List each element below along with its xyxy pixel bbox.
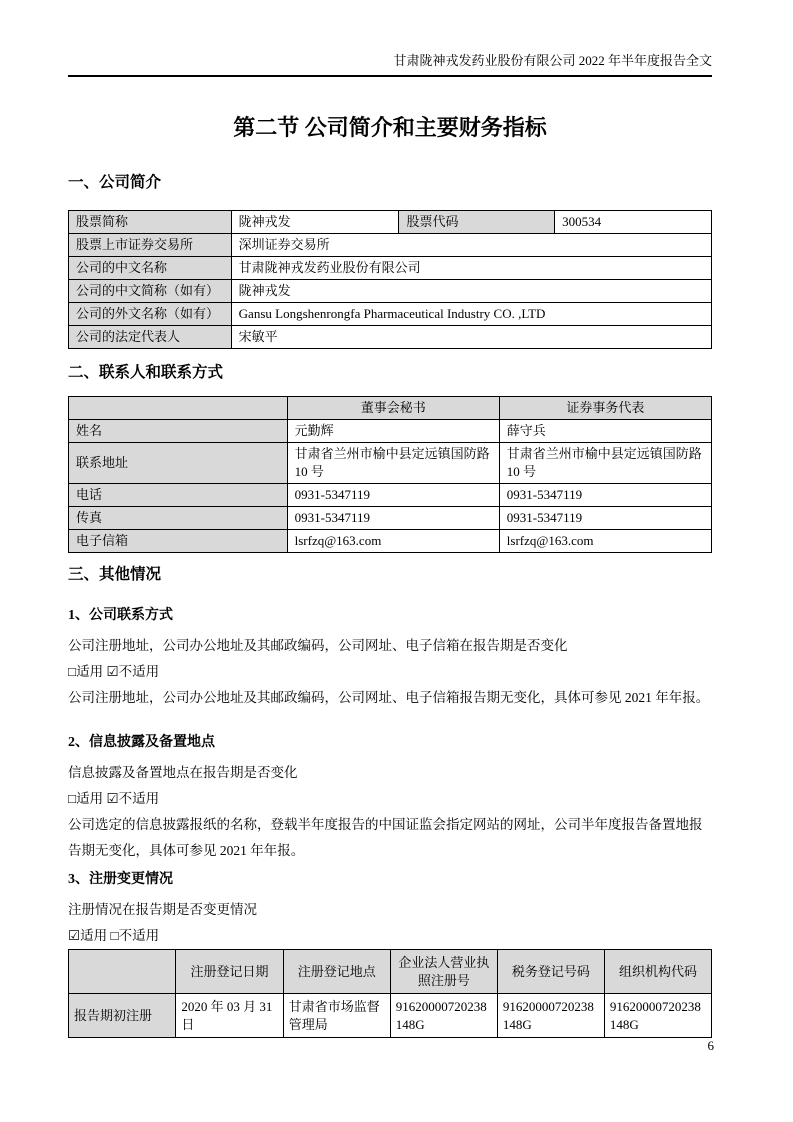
name-value-2: 薛守兵 <box>499 420 711 443</box>
registration-date-value: 2020 年 03 月 31 日 <box>176 994 283 1038</box>
phone-value-1: 0931-5347119 <box>287 484 499 507</box>
business-license-header: 企业法人营业执照注册号 <box>390 950 497 994</box>
document-header-text: 甘肃陇神戎发药业股份有限公司 2022 年半年度报告全文 <box>393 53 712 68</box>
stock-code-value: 300534 <box>555 211 712 234</box>
foreign-name-value: Gansu Longshenrongfa Pharmaceutical Industry CO. ,LTD <box>231 303 711 326</box>
org-code-header: 组织机构代码 <box>604 950 711 994</box>
section-2-heading: 二、联系人和联系方式 <box>68 364 224 381</box>
address-value-2: 甘肃省兰州市榆中县定远镇国防路 10 号 <box>499 443 711 484</box>
disclosure-change-question: 信息披露及备置地点在报告期是否变化 <box>68 765 298 780</box>
email-value-1: lsrfzq@163.com <box>287 530 499 553</box>
fax-value-2: 0931-5347119 <box>499 507 711 530</box>
disclosure-change-checkboxes: □适用 ☑不适用 <box>68 791 160 806</box>
table-row <box>69 257 712 280</box>
table-row <box>69 280 712 303</box>
foreign-name-label: 公司的外文名称（如有） <box>69 303 232 326</box>
contact-change-checkboxes: □适用 ☑不适用 <box>68 664 160 679</box>
table-row <box>69 326 712 349</box>
section-3-heading: 三、其他情况 <box>68 566 162 583</box>
registration-place-value: 甘肃省市场监督管理局 <box>283 994 390 1038</box>
name-label: 姓名 <box>69 420 288 443</box>
address-label: 联系地址 <box>69 443 288 484</box>
table-row <box>69 994 712 1038</box>
subsection-3-3-heading: 3、注册变更情况 <box>68 872 173 887</box>
name-value-1: 元勤辉 <box>287 420 499 443</box>
email-label: 电子信箱 <box>69 530 288 553</box>
chinese-abbr-label: 公司的中文简称（如有） <box>69 280 232 303</box>
securities-rep-header: 证券事务代表 <box>499 397 711 420</box>
table-row <box>69 234 712 257</box>
subsection-3-2-heading: 2、信息披露及备置地点 <box>68 735 215 750</box>
table-row <box>69 211 712 234</box>
disclosure-change-note: 公司选定的信息披露报纸的名称，登载半年度报告的中国证监会指定网站的网址，公司半年度报告备置地报告期无变化，具体可参见 2021 年年报。 <box>68 817 703 858</box>
stock-code-label: 股票代码 <box>399 211 555 234</box>
table-row <box>69 507 712 530</box>
registration-place-header: 注册登记地点 <box>283 950 390 994</box>
tax-registration-value: 91620000720238148G <box>497 994 604 1038</box>
phone-value-2: 0931-5347119 <box>499 484 711 507</box>
table-row <box>69 484 712 507</box>
page-content <box>68 0 712 1038</box>
business-license-value: 91620000720238148G <box>390 994 497 1038</box>
table-header-row <box>69 950 712 994</box>
document-header <box>68 0 712 77</box>
fax-value-1: 0931-5347119 <box>287 507 499 530</box>
chinese-abbr-value: 陇神戎发 <box>231 280 711 303</box>
table-header-row <box>69 397 712 420</box>
registration-change-question: 注册情况在报告期是否变更情况 <box>68 902 257 917</box>
stock-abbr-value: 陇神戎发 <box>231 211 399 234</box>
table-row <box>69 530 712 553</box>
legal-representative-label: 公司的法定代表人 <box>69 326 232 349</box>
page-number: 6 <box>707 1038 714 1053</box>
legal-representative-value: 宋敏平 <box>231 326 711 349</box>
contact-change-note: 公司注册地址，公司办公地址及其邮政编码，公司网址、电子信箱报告期无变化，具体可参见 2021 年年报。 <box>68 690 710 705</box>
page-title: 第二节 公司简介和主要财务指标 <box>233 115 547 140</box>
org-code-value: 91620000720238148G <box>604 994 711 1038</box>
fax-label: 传真 <box>69 507 288 530</box>
registration-empty-corner <box>69 950 176 994</box>
registration-date-header: 注册登记日期 <box>176 950 283 994</box>
table-row <box>69 303 712 326</box>
tax-registration-header: 税务登记号码 <box>497 950 604 994</box>
section-1-heading: 一、公司简介 <box>68 174 162 191</box>
stock-abbr-label: 股票简称 <box>69 211 232 234</box>
listing-exchange-label: 股票上市证券交易所 <box>69 234 232 257</box>
company-profile-table <box>68 210 712 349</box>
phone-label: 电话 <box>69 484 288 507</box>
registration-change-checkboxes: ☑适用 □不适用 <box>68 928 160 943</box>
registration-table <box>68 949 712 1038</box>
table-row <box>69 420 712 443</box>
address-value-1: 甘肃省兰州市榆中县定远镇国防路 10 号 <box>287 443 499 484</box>
contacts-table <box>68 396 712 553</box>
listing-exchange-value: 深圳证券交易所 <box>231 234 711 257</box>
chinese-name-value: 甘肃陇神戎发药业股份有限公司 <box>231 257 711 280</box>
board-secretary-header: 董事会秘书 <box>287 397 499 420</box>
contact-change-question: 公司注册地址，公司办公地址及其邮政编码，公司网址、电子信箱在报告期是否变化 <box>68 638 568 653</box>
table-row <box>69 443 712 484</box>
email-value-2: lsrfzq@163.com <box>499 530 711 553</box>
period-start-label: 报告期初注册 <box>69 994 176 1038</box>
subsection-3-1-heading: 1、公司联系方式 <box>68 608 173 623</box>
contacts-empty-corner <box>69 397 288 420</box>
chinese-name-label: 公司的中文名称 <box>69 257 232 280</box>
